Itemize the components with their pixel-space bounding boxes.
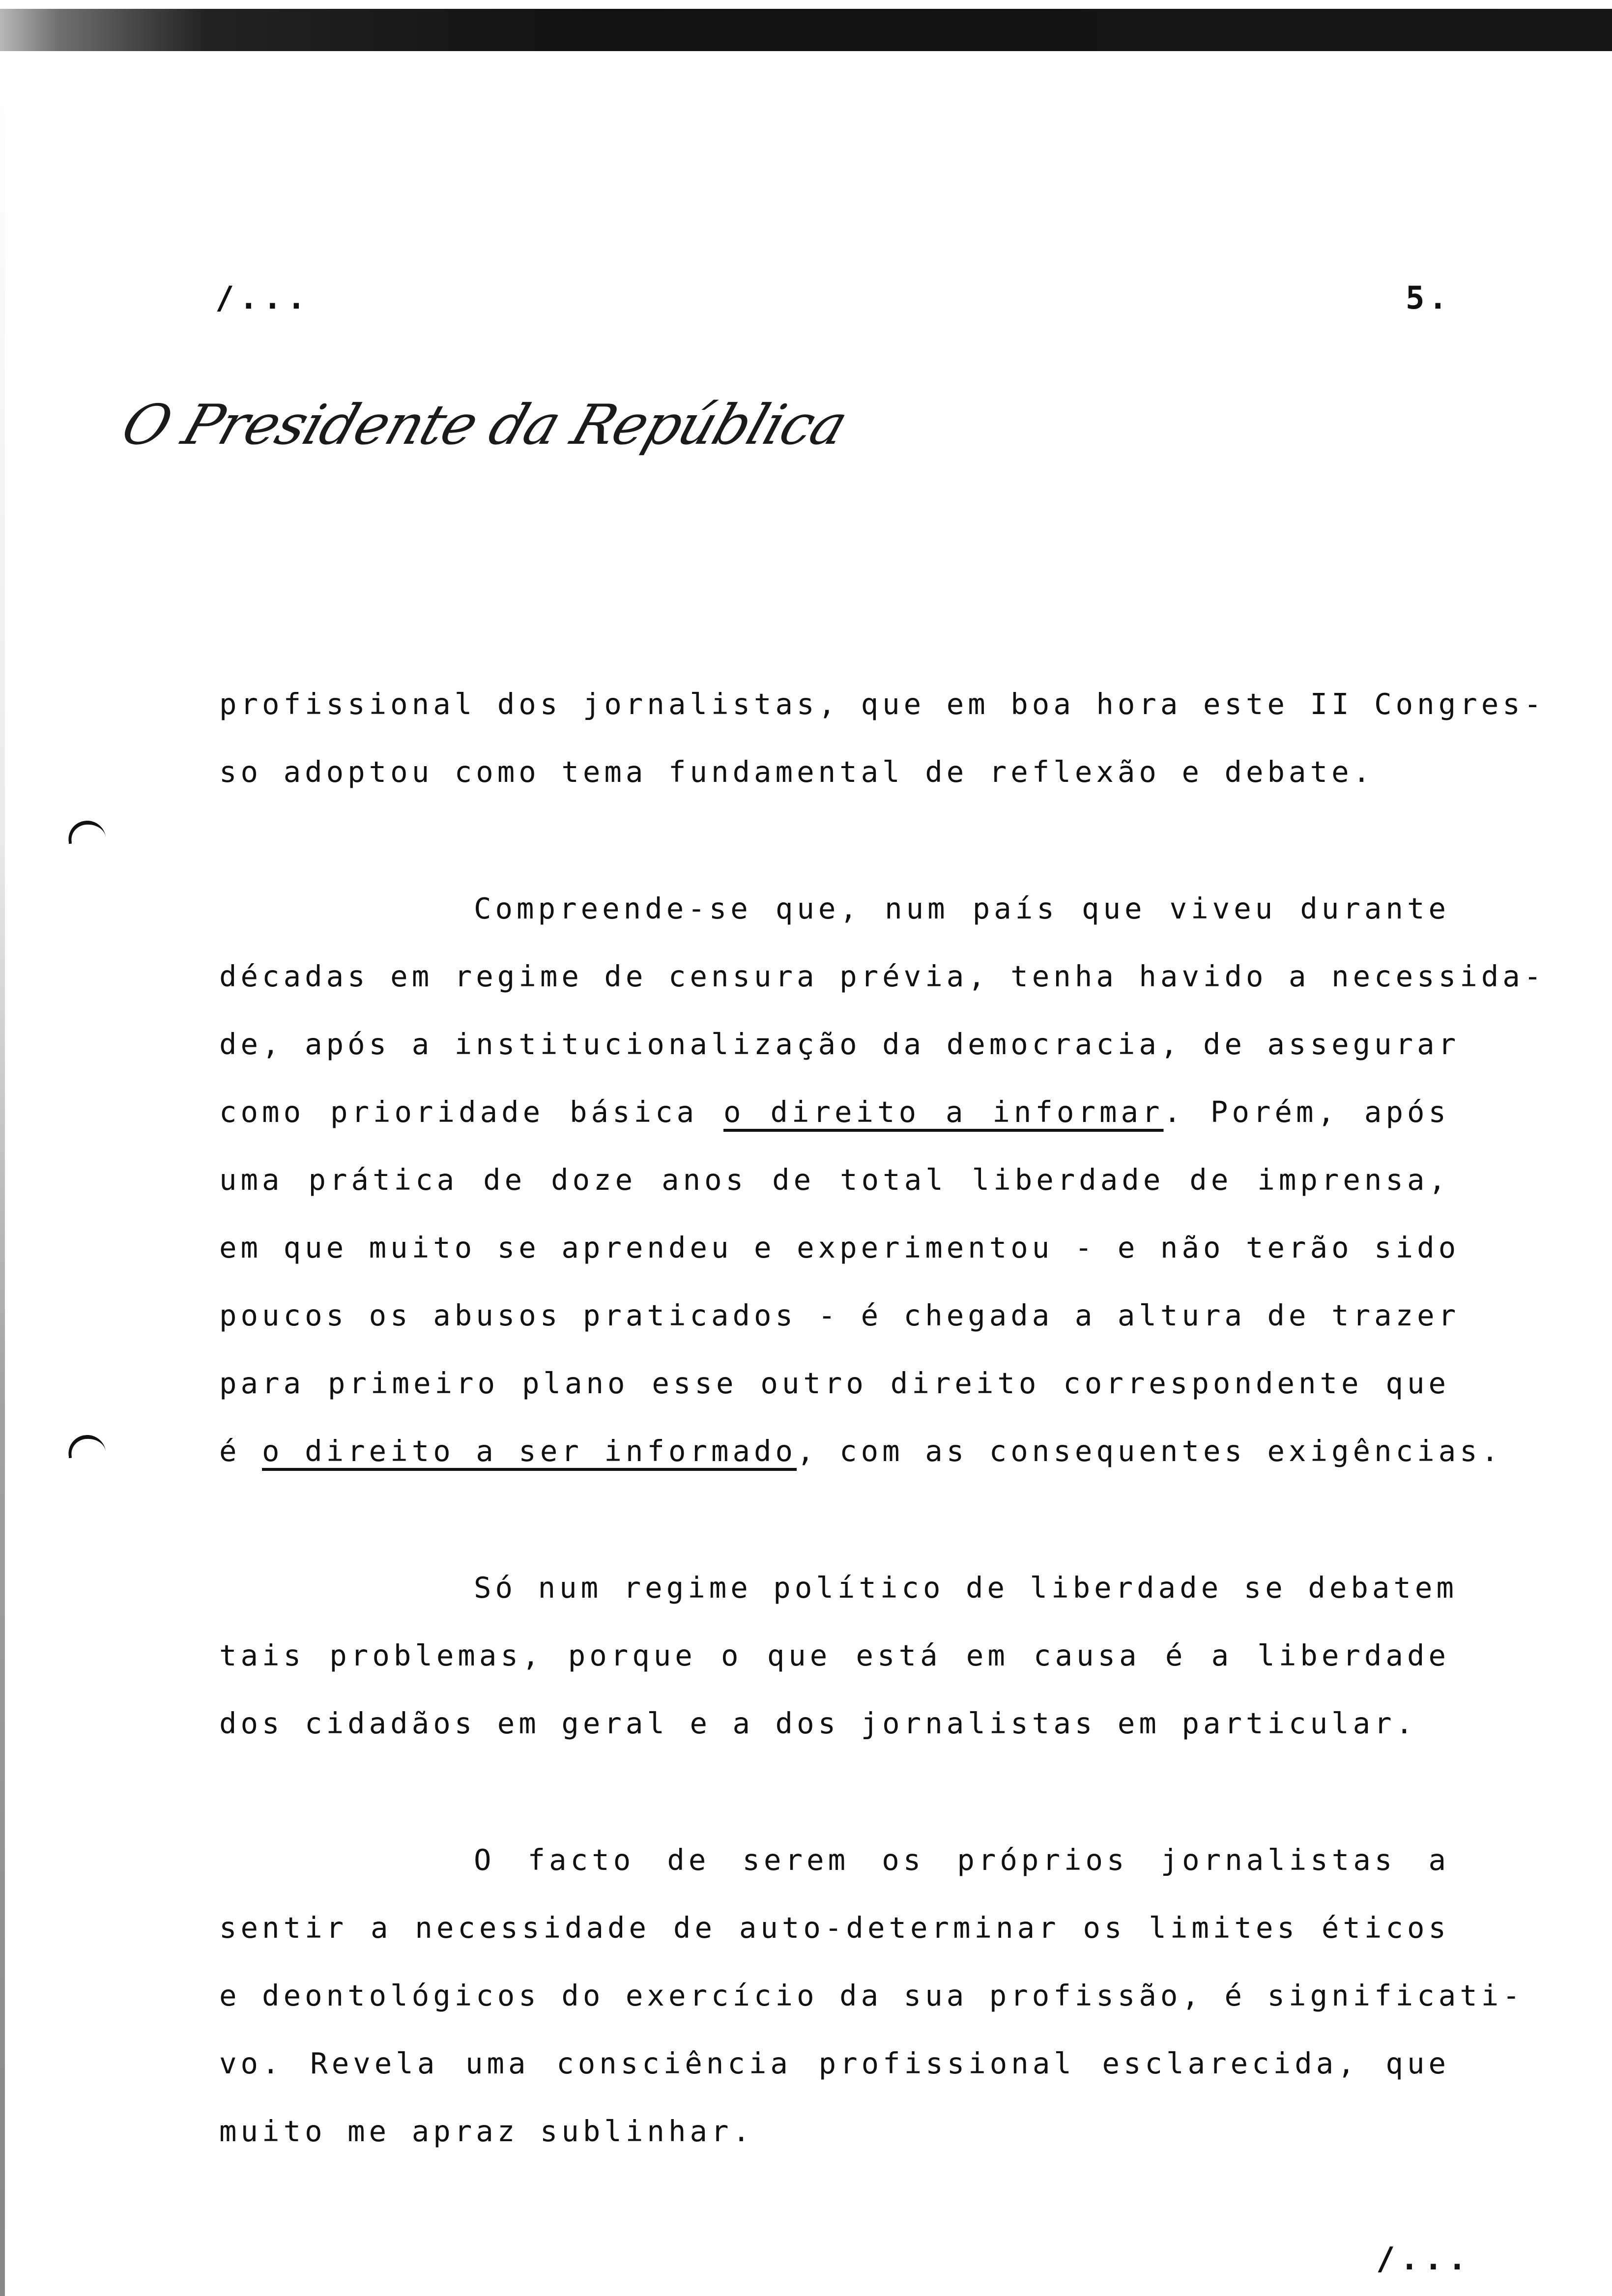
text-line: em que muito se aprendeu e experimentou - e não terão sido [219,1231,1460,1264]
text-segment: , com as consequentes exigências. [797,1434,1503,1468]
paragraph-3 [219,1554,1458,1757]
text-segment: como prioridade básica [219,1095,724,1129]
text-line: O facto de serem os próprios jornalistas a [474,1843,1450,1877]
text-line: poucos os abusos praticados - é chegada a altura de trazer [219,1298,1460,1332]
text-line [219,1417,1503,1485]
text-line: décadas em regime de censura prévia, tenha havido a necessida- [219,959,1546,993]
text-line: vo. Revela uma consciência profissional esclarecida, que [219,2046,1450,2080]
scan-left-edge [0,51,5,2296]
text-line: so adoptou como tema fundamental de reflexão e debate. [219,755,1375,789]
text-line: e deontológicos do exercício da sua profissão, é significati- [219,1979,1524,2012]
underlined-phrase: o direito a informar [723,1095,1164,1129]
text-line: sentir a necessidade de auto-determinar os limites éticos [219,1911,1450,1945]
continuation-mark-top: /... [215,280,311,316]
text-line: muito me apraz sublinhar. [219,2114,754,2148]
text-line: tais problemas, porque o que está em causa é a liberdade [219,1638,1450,1672]
letter-body [219,670,1546,2234]
text-line: Compreende-se que, num país que viveu durante [474,891,1450,925]
continuation-mark-bottom: /... [1376,2241,1472,2277]
text-line: de, após a institucionalização da democracia, de assegurar [219,1027,1460,1061]
paragraph-2 [219,875,1546,1485]
text-segment: é [219,1434,262,1468]
scan-top-border [0,9,1612,51]
paragraph-4 [219,1826,1524,2165]
text-line: profissional dos jornalistas, que em boa hora este II Congres- [219,687,1546,721]
text-line: para primeiro plano esse outro direito correspondente que [219,1366,1450,1400]
text-line: dos cidadãos em geral e a dos jornalistas em particular. [219,1706,1417,1740]
underlined-phrase: o direito a ser informado [262,1434,797,1468]
text-line: uma prática de doze anos de total liberdade de imprensa, [219,1163,1450,1197]
text-segment: . Porém, após [1163,1095,1450,1129]
paragraph-1 [219,670,1546,806]
text-line [219,1078,1450,1146]
text-line: Só num regime político de liberdade se debatem [474,1571,1458,1605]
punch-hole-mark [67,819,106,844]
page-number: 5. [1406,280,1452,316]
letterhead-signature-logo: O Presidente da República [114,393,855,457]
punch-hole-mark [67,1434,106,1458]
